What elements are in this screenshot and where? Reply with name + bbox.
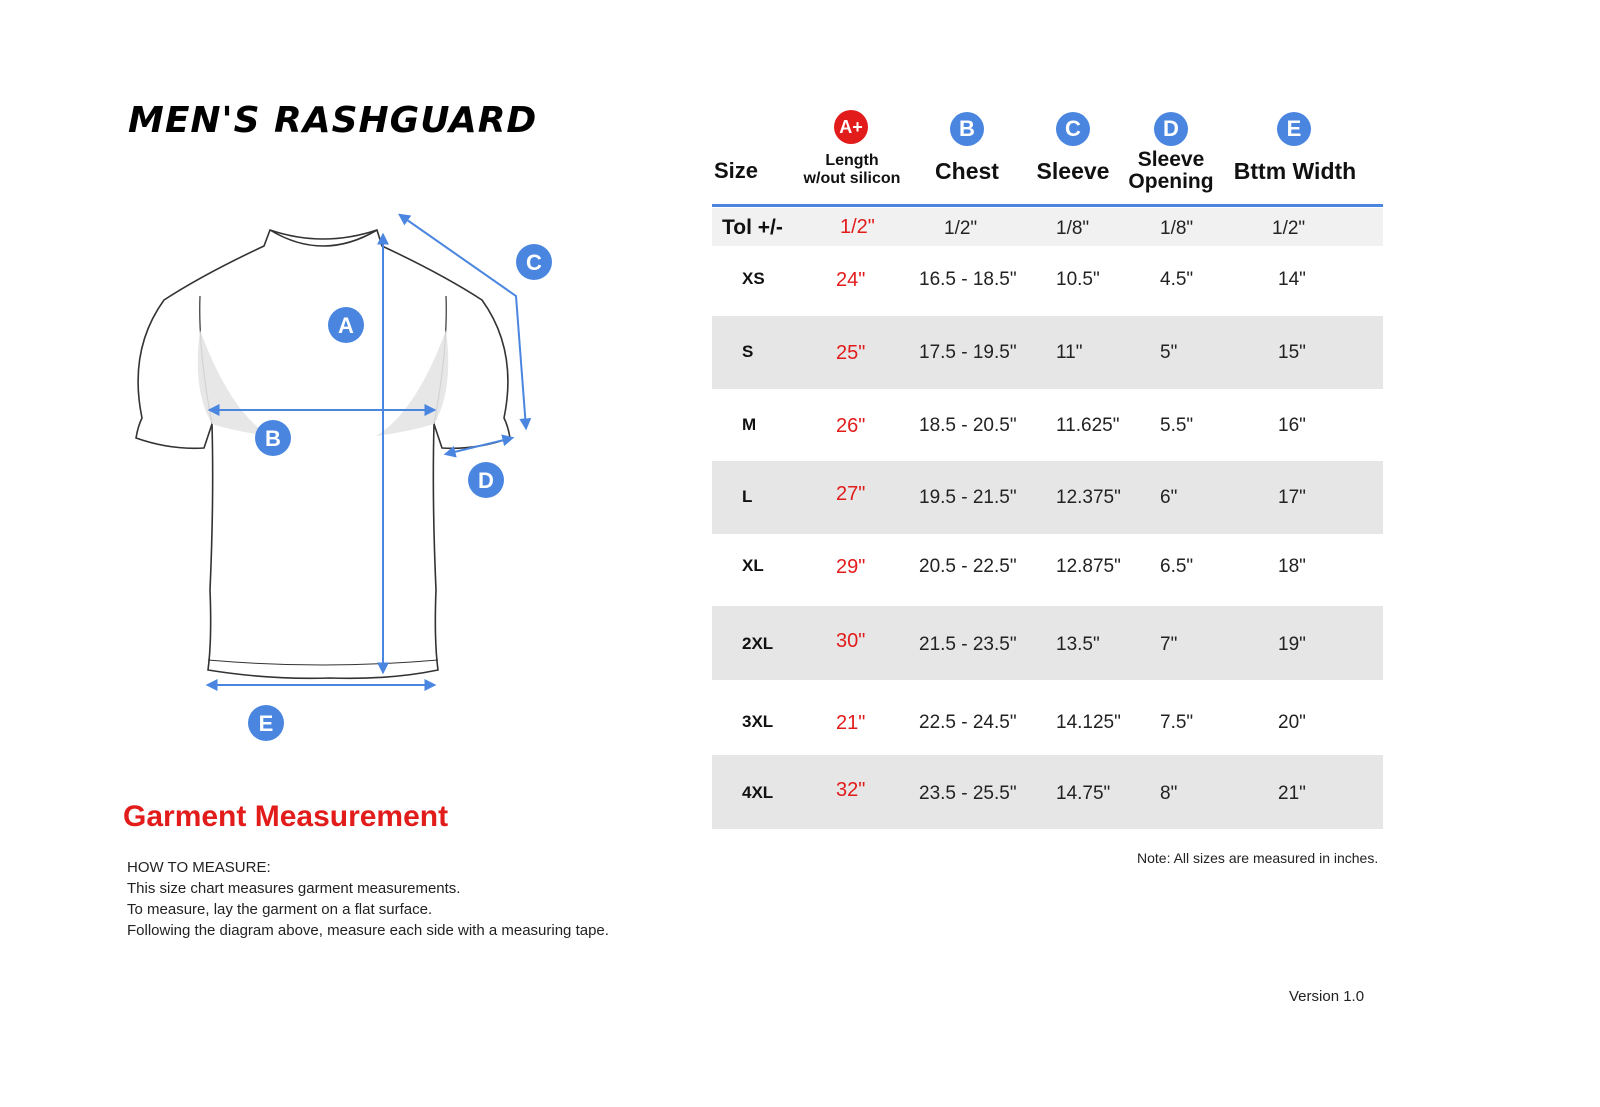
table-row — [712, 316, 1383, 389]
length-cell: 29" — [836, 556, 866, 578]
bttm-width-cell: 20" — [1278, 712, 1306, 733]
table-row — [712, 534, 1383, 606]
bttm-width-cell: 18" — [1278, 556, 1306, 577]
badge-e — [248, 705, 284, 741]
length-cell: 26" — [836, 415, 866, 437]
sleeve-opening-cell: 7" — [1160, 634, 1178, 655]
sleeve-cell: 11" — [1056, 342, 1083, 363]
bttm-width-cell: 21" — [1278, 783, 1306, 804]
how-to-measure-heading: HOW TO MEASURE: — [127, 859, 271, 876]
size-cell: M — [742, 415, 757, 434]
table-row — [712, 389, 1383, 461]
tolerance-bttm-width: 1/2" — [1272, 218, 1306, 239]
sleeve-cell: 14.125" — [1056, 712, 1121, 733]
how-to-measure — [127, 857, 609, 941]
bttm-width-cell: 15" — [1278, 342, 1306, 363]
sleeve-opening-cell: 4.5" — [1160, 269, 1194, 290]
table-row — [712, 246, 1383, 316]
length-cell: 32" — [836, 779, 866, 801]
sleeve-opening-cell: 6.5" — [1160, 556, 1194, 577]
table-row — [712, 680, 1383, 755]
how-to-measure-line: To measure, lay the garment on a flat surface. — [127, 901, 433, 918]
badge-e-header: E — [1277, 112, 1311, 146]
badge-b-label: B — [265, 426, 281, 451]
tolerance-row — [712, 208, 1383, 246]
sleeve-opening-cell: 5" — [1160, 342, 1178, 363]
size-cell: 2XL — [742, 634, 774, 653]
how-to-measure-line: This size chart measures garment measurements. — [127, 880, 461, 897]
chest-cell: 17.5 - 19.5" — [919, 342, 1017, 363]
header-rule — [712, 204, 1383, 207]
header-length: Length — [825, 152, 879, 169]
badge-a — [328, 307, 364, 343]
table-note: Note: All sizes are measured in inches. — [1137, 850, 1379, 866]
chest-cell: 23.5 - 25.5" — [919, 783, 1017, 804]
sleeve-opening-cell: 6" — [1160, 487, 1178, 508]
size-cell: XS — [742, 269, 765, 288]
table-row — [712, 755, 1383, 829]
version-label: Version 1.0 — [1289, 988, 1365, 1005]
size-cell: 4XL — [742, 783, 774, 802]
badge-e-label: E — [258, 711, 274, 736]
tolerance-length: 1/2" — [840, 216, 875, 238]
header-chest: Chest — [935, 158, 999, 184]
chest-cell: 19.5 - 21.5" — [919, 487, 1017, 508]
sleeve-opening-cell: 5.5" — [1160, 415, 1194, 436]
size-chart-table — [712, 100, 1383, 804]
tolerance-chest: 1/2" — [944, 218, 978, 239]
header-sleeve-opening: Sleeve — [1137, 148, 1205, 171]
badge-d-label: D — [478, 468, 494, 493]
length-cell: 24" — [836, 269, 866, 291]
chest-cell: 21.5 - 23.5" — [919, 634, 1017, 655]
size-cell: XL — [742, 556, 764, 575]
badge-c-header: C — [1056, 112, 1090, 146]
badge-a-plus: A+ — [834, 110, 868, 144]
sleeve-cell: 12.875" — [1056, 556, 1121, 577]
badge-c-label: C — [526, 250, 542, 275]
header-bttm-width: Bttm Width — [1233, 158, 1357, 184]
length-cell: 30" — [836, 630, 866, 652]
table-row — [712, 606, 1383, 680]
sleeve-cell: 12.375" — [1056, 487, 1121, 508]
sleeve-cell: 10.5" — [1056, 269, 1100, 290]
sleeve-cell: 14.75" — [1056, 783, 1111, 804]
badge-d-header: D — [1154, 112, 1188, 146]
rashguard-diagram — [120, 200, 580, 760]
tolerance-label: Tol +/- — [722, 216, 783, 239]
table-row — [712, 461, 1383, 534]
bttm-width-cell: 19" — [1278, 634, 1306, 655]
length-cell: 21" — [836, 712, 866, 734]
garment-measurement-title: Garment Measurement — [123, 800, 449, 833]
table-header — [712, 100, 1383, 204]
header-sleeve-opening-sub: Opening — [1128, 170, 1214, 193]
sleeve-cell: 11.625" — [1056, 415, 1120, 436]
header-length-sub: w/out silicon — [803, 170, 901, 187]
size-cell: 3XL — [742, 712, 774, 731]
badge-b-header: B — [950, 112, 984, 146]
shirt-outline — [136, 230, 510, 678]
badge-a-label: A — [338, 313, 354, 338]
tolerance-sleeve: 1/8" — [1056, 218, 1090, 239]
bttm-width-cell: 16" — [1278, 415, 1306, 436]
bttm-width-cell: 14" — [1278, 269, 1306, 290]
sleeve-opening-cell: 8" — [1160, 783, 1178, 804]
header-size: Size — [713, 158, 759, 183]
header-sleeve: Sleeve — [1036, 158, 1110, 184]
chest-cell: 20.5 - 22.5" — [919, 556, 1017, 577]
page-title: MEN'S RASHGUARD — [128, 100, 538, 141]
chest-cell: 16.5 - 18.5" — [919, 269, 1017, 290]
length-cell: 27" — [836, 483, 866, 505]
how-to-measure-line: Following the diagram above, measure each side with a measuring tape. — [127, 922, 609, 939]
sleeve-cell: 13.5" — [1056, 634, 1100, 655]
length-cell: 25" — [836, 342, 866, 364]
badge-c — [516, 244, 552, 280]
tolerance-sleeve-opening: 1/8" — [1160, 218, 1194, 239]
size-cell: S — [742, 342, 754, 361]
chest-cell: 22.5 - 24.5" — [919, 712, 1017, 733]
sleeve-opening-cell: 7.5" — [1160, 712, 1194, 733]
size-cell: L — [742, 487, 753, 506]
chest-cell: 18.5 - 20.5" — [919, 415, 1017, 436]
badge-d — [468, 462, 504, 498]
bttm-width-cell: 17" — [1278, 487, 1306, 508]
badge-b — [255, 420, 291, 456]
